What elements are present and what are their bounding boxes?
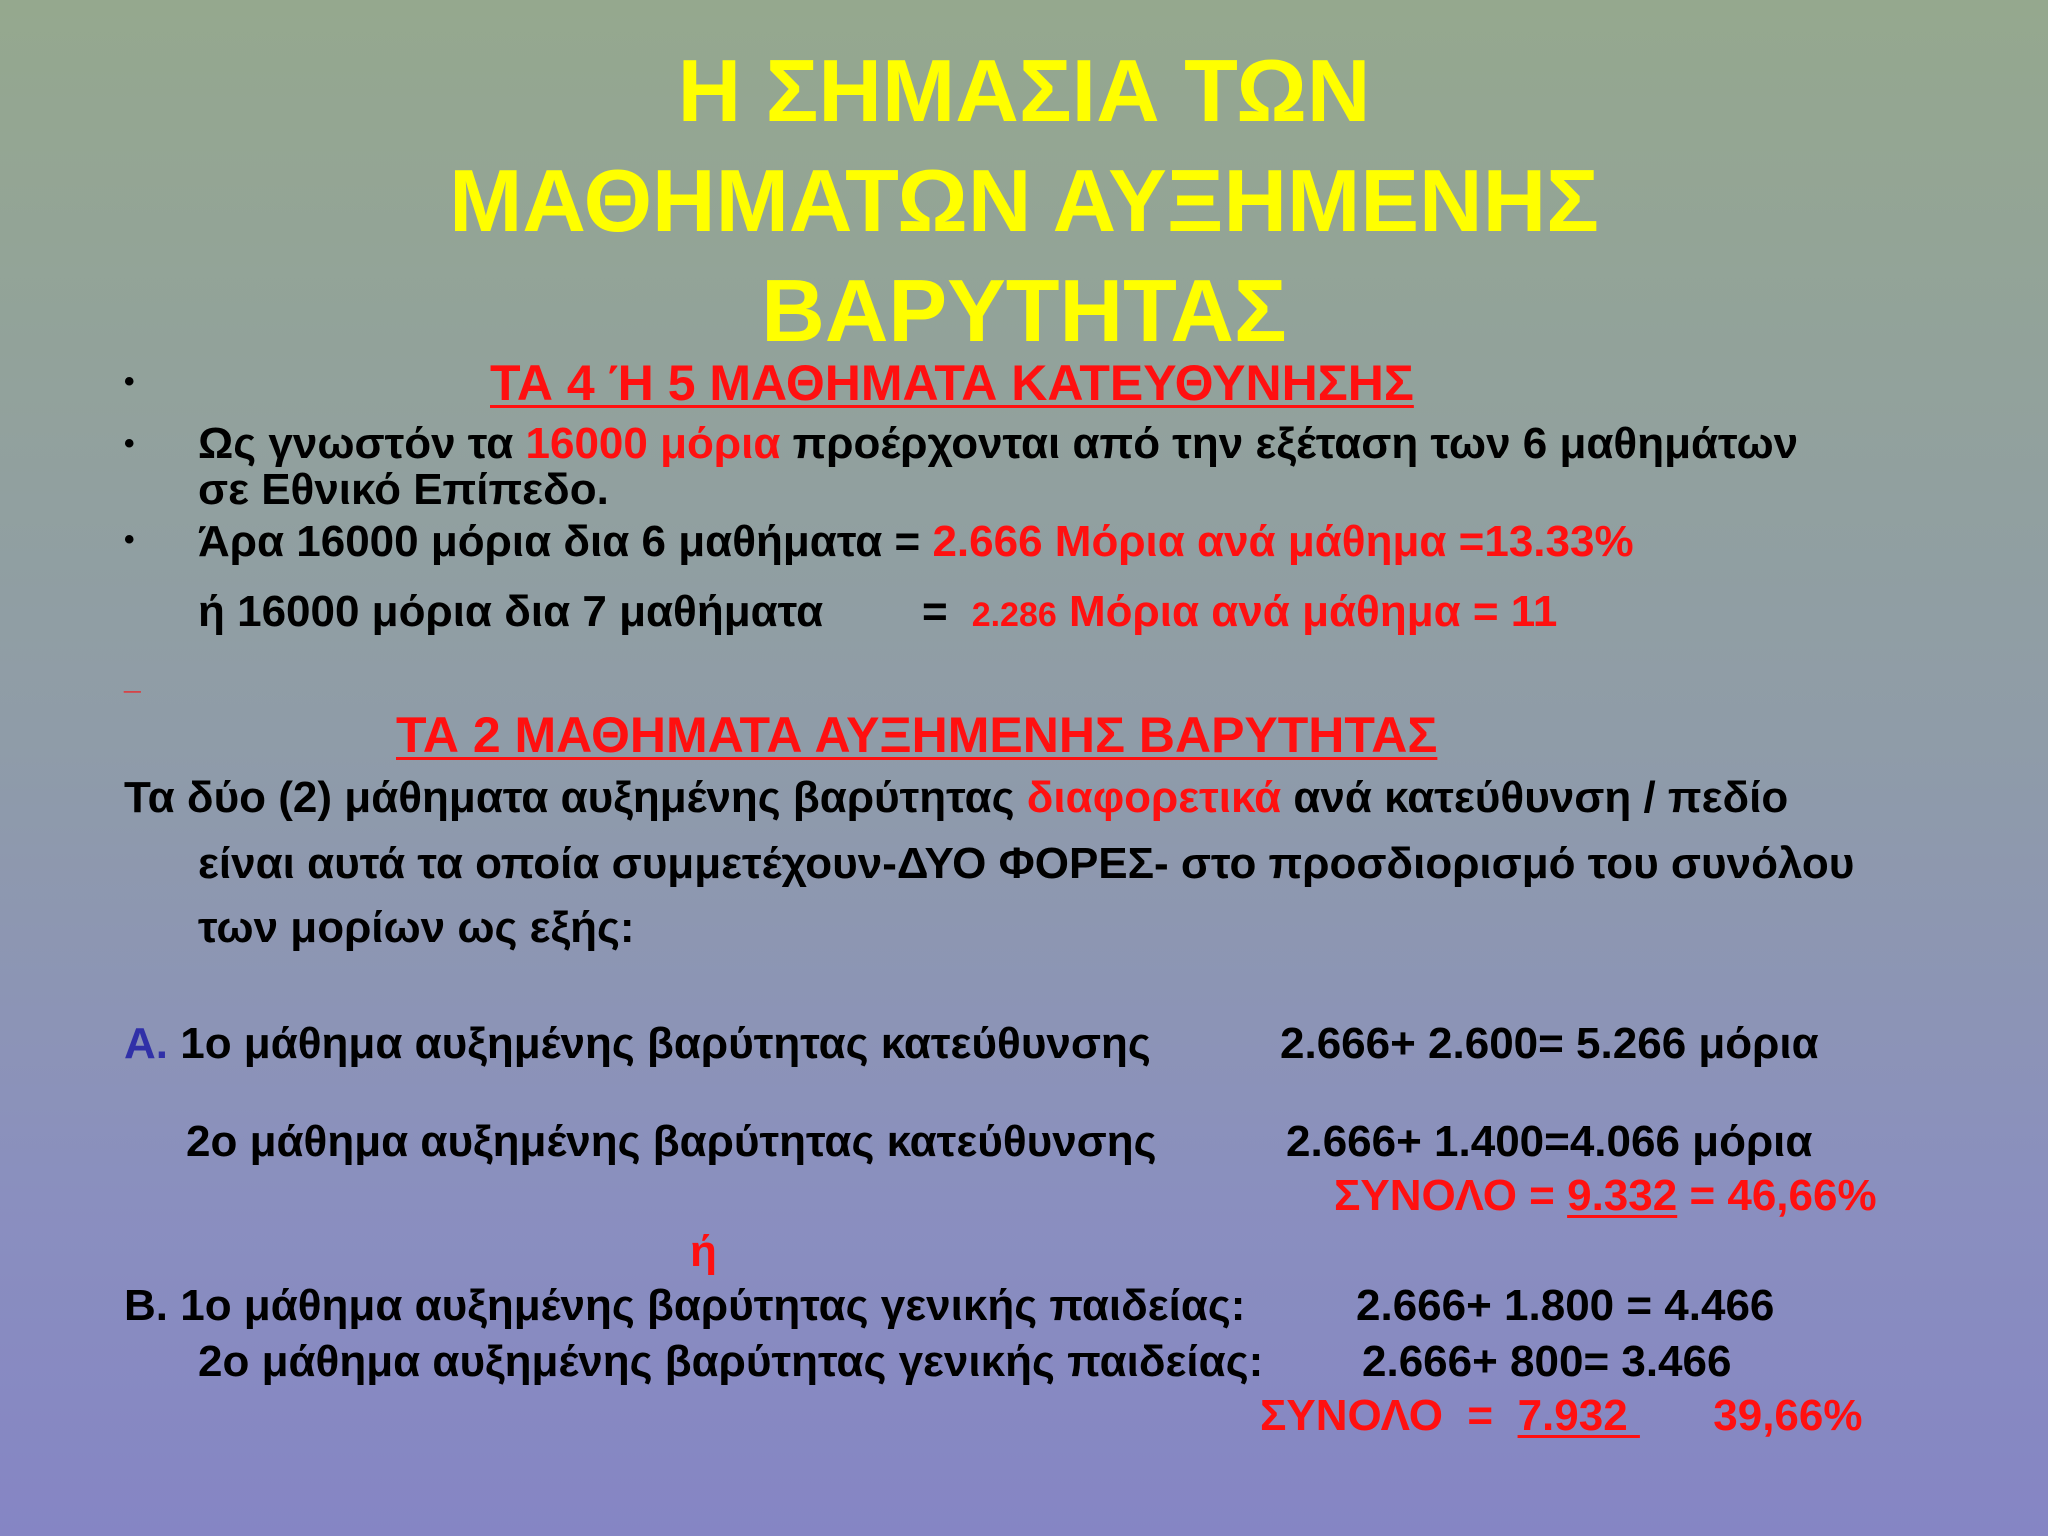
text-run: Τα δύο (2) μάθηματα αυξημένης βαρύτητας <box>124 773 1027 822</box>
text-run: 1ο μάθημα αυξημένης βαρύτητας κατεύθυνσης <box>168 1019 1151 1068</box>
dash-mark: _ <box>124 663 141 696</box>
line-seven-subjects <box>198 586 823 638</box>
bullet-icon: • <box>124 427 135 460</box>
section-heading-2: ΤΑ 2 ΜΑΘΗΜΑΤΑ ΑΥΞΗΜΕΝΗΣ ΒΑΡΥΤΗΤΑΣ <box>396 707 1438 763</box>
paragraph-line-2: είναι αυτά τα οποία συμμετέχουν-ΔΥΟ ΦΟΡΕΣ- στο προσδιορισμό του συνόλου <box>198 839 1855 888</box>
option-a-row-2-calc: 2.666+ 1.400=4.066 μόρια <box>1286 1117 1813 1166</box>
paragraph-line-3: των μορίων ως εξής: <box>198 903 635 952</box>
highlight-per-subject: 2.666 Μόρια ανά μάθημα =13.33% <box>932 517 1634 566</box>
option-b-total <box>1260 1390 1862 1442</box>
line-seven-subjects-result <box>922 586 1557 641</box>
slide-title <box>0 36 2048 366</box>
total-label: ΣΥΝΟΛΟ = <box>1334 1171 1568 1220</box>
highlight-different: διαφορετικά <box>1026 773 1282 822</box>
highlight-points: 16000 μόρια <box>525 419 781 468</box>
highlight-per-subject-7: Μόρια ανά μάθημα = 11 <box>1056 587 1558 636</box>
title-line-3: ΒΑΡΥΤΗΤΑΣ <box>761 261 1287 360</box>
option-b-row-2-label: 2ο μάθημα αυξημένης βαρύτητας γενικής παιδείας: <box>198 1337 1264 1386</box>
equals-sign: = <box>922 587 948 636</box>
highlight-value-small: 2.286 <box>971 596 1057 634</box>
option-a-total <box>1334 1170 1877 1222</box>
total-percent: = 46,66% <box>1677 1171 1877 1220</box>
option-a-row-2-label: 2ο μάθημα αυξημένης βαρύτητας κατεύθυνσης <box>186 1117 1157 1166</box>
title-line-1: Η ΣΗΜΑΣΙΑ ΤΩΝ <box>677 41 1371 140</box>
option-a-row-1-calc: 2.666+ 2.600= 5.266 μόρια <box>1280 1019 1819 1068</box>
or-separator: ή <box>690 1227 717 1276</box>
section-heading-1: ΤΑ 4 Ή 5 ΜΑΘΗΜΑΤΑ ΚΑΤΕΥΘΥΝΗΣΗΣ <box>490 355 1414 411</box>
bullet-text-six-subjects <box>198 516 1634 568</box>
text-run: προέρχονται από την εξέταση των 6 μαθημάτων <box>780 419 1799 468</box>
option-b-row-1-label: Β. 1ο μάθημα αυξημένης βαρύτητας γενικής παιδείας: <box>124 1281 1246 1330</box>
bullet-icon: • <box>124 365 135 398</box>
total-value: 7.932 <box>1517 1391 1640 1440</box>
bullet-icon: • <box>124 523 135 556</box>
total-label: ΣΥΝΟΛΟ = <box>1260 1391 1518 1440</box>
bullet-text-continuation: σε Εθνικό Επίπεδο. <box>198 465 609 514</box>
option-b-row-1-calc: 2.666+ 1.800 = 4.466 <box>1356 1281 1775 1330</box>
bullet-text-points-source <box>198 418 1798 470</box>
text-run: Ως γνωστόν τα <box>198 419 526 468</box>
paragraph-line-1 <box>124 772 1788 824</box>
option-a-letter: Α. <box>124 1019 168 1068</box>
text-run: ανά κατεύθυνση / πεδίο <box>1281 773 1789 822</box>
text-run: Άρα 16000 μόρια δια 6 μαθήματα = <box>198 517 933 566</box>
total-percent: 39,66% <box>1639 1391 1863 1440</box>
option-a-row-1-label <box>124 1018 1151 1070</box>
total-value: 9.332 <box>1567 1171 1678 1220</box>
option-b-row-2-calc: 2.666+ 800= 3.466 <box>1362 1337 1732 1386</box>
title-line-2: ΜΑΘΗΜΑΤΩΝ ΑΥΞΗΜΕΝΗΣ <box>449 151 1599 250</box>
text-run: ή 16000 μόρια δια 7 μαθήματα <box>198 587 824 636</box>
